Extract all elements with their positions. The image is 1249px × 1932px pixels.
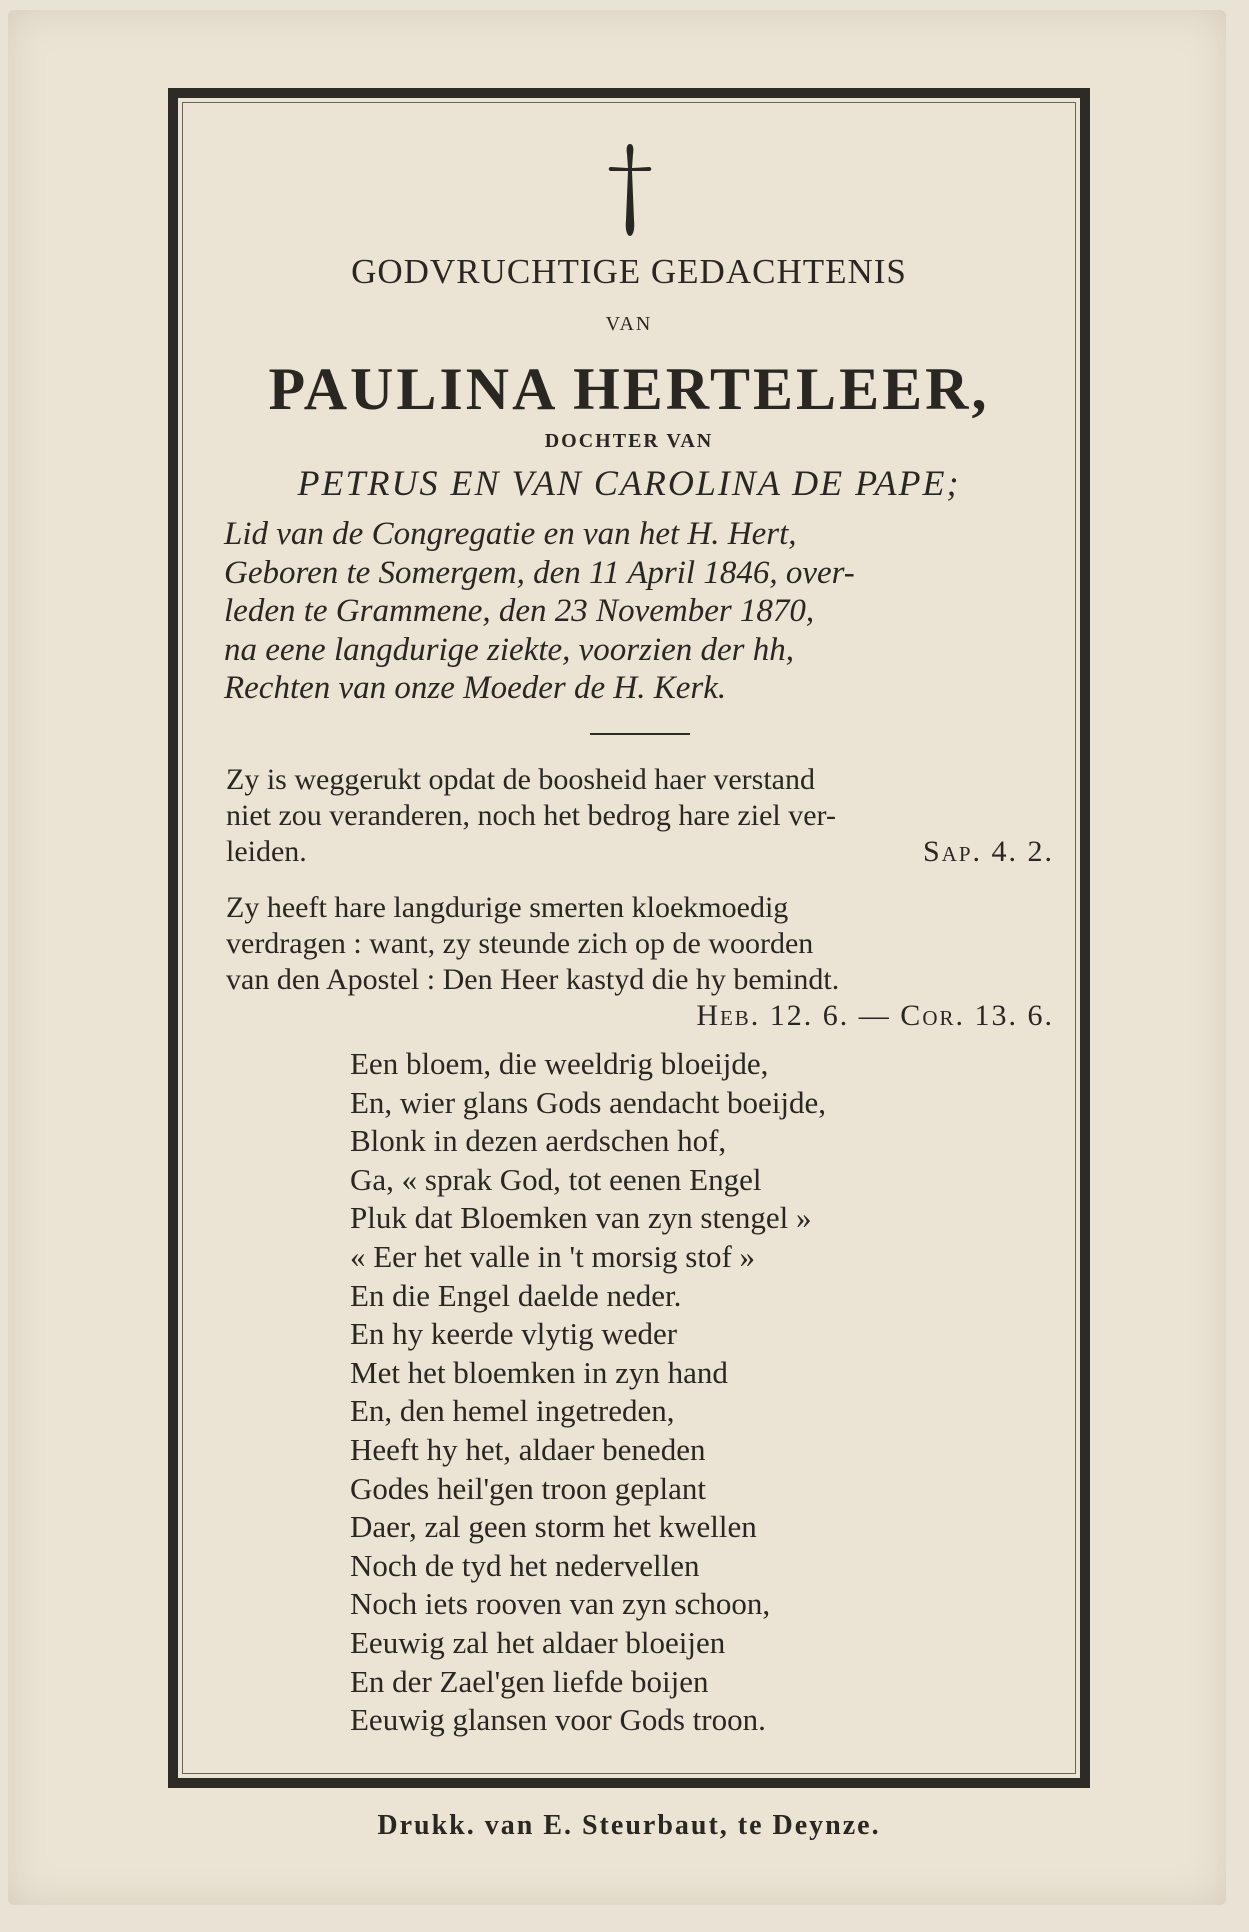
poem-line: Daer, zal geen storm het kwellen <box>350 1509 757 1545</box>
scripture-line: Zy is weggerukt opdat de boosheid haer verstand <box>226 763 815 796</box>
parents-names: PETRUS EN VAN CAROLINA DE PAPE; <box>297 463 961 503</box>
poem-line: Ga, « sprak God, tot eenen Engel <box>350 1161 762 1197</box>
poem-line: « Eer het valle in 't morsig stof » <box>350 1238 756 1274</box>
poem-line: Noch iets rooven van zyn schoon, <box>350 1586 771 1622</box>
van-label: VAN <box>605 313 653 335</box>
cross-icon <box>605 140 655 240</box>
poem-line: Noch de tyd het nedervellen <box>350 1547 700 1583</box>
scripture-line: verdragen : want, zy steunde zich op de woorden <box>226 927 814 960</box>
deceased-name: PAULINA HERTELEER, <box>268 356 990 422</box>
poem-line: En der Zael'gen liefde boijen <box>350 1663 709 1699</box>
poem-line: En, den hemel ingetreden, <box>350 1393 675 1429</box>
poem-line: En die Engel daelde neder. <box>350 1277 682 1313</box>
bio-line: Rechten van onze Moeder de H. Kerk. <box>224 670 727 706</box>
scripture-line: niet zou veranderen, noch het bedrog hare ziel ver- <box>226 799 836 832</box>
bio-line: na eene langdurige ziekte, voorzien der hh, <box>224 631 795 668</box>
dochter-van-label: DOCHTER VAN <box>544 430 714 452</box>
poem-line: En, wier glans Gods aendacht boeijde, <box>350 1084 827 1120</box>
poem-line: Eeuwig zal het aldaer bloeijen <box>350 1624 726 1660</box>
printer-credit: Drukk. van E. Steurbaut, te Deynze. <box>377 1810 881 1841</box>
scripture-line <box>226 834 1054 870</box>
scripture-reference: Sap. 4. 2. <box>922 835 1054 868</box>
card-title: GODVRUCHTIGE GEDACHTENIS <box>351 252 907 291</box>
poem-line: Pluk dat Bloemken van zyn stengel » <box>350 1200 812 1236</box>
scripture-line: van den Apostel : Den Heer kastyd die hy bemindt. <box>226 963 840 996</box>
poem-line: Godes heil'gen troon geplant <box>350 1470 706 1506</box>
poem-line: Met het bloemken in zyn hand <box>350 1354 728 1390</box>
bio-line: Geboren te Somergem, den 11 April 1846, over- <box>224 554 855 591</box>
scripture-quote-1 <box>226 762 1054 870</box>
scripture-line-text: leiden. <box>226 835 307 868</box>
poem-line: En hy keerde vlytig weder <box>350 1316 678 1352</box>
poem <box>350 1045 826 1740</box>
bio-line: leden te Grammene, den 23 November 1870, <box>224 593 815 629</box>
biography <box>224 515 1054 708</box>
scripture-line: Zy heeft hare langdurige smerten kloekmoedig <box>226 891 789 924</box>
poem-line: Heeft hy het, aldaer beneden <box>350 1431 706 1467</box>
poem-line: Een bloem, die weeldrig bloeijde, <box>350 1046 769 1081</box>
poem-line: Eeuwig glansen voor Gods troon. <box>350 1702 766 1738</box>
scripture-reference: Heb. 12. 6. — Cor. 13. 6. <box>696 999 1054 1032</box>
divider-rule <box>590 733 690 735</box>
scripture-quote-2 <box>226 890 1054 1034</box>
bio-line: Lid van de Congregatie en van het H. Hert, <box>224 516 797 552</box>
poem-line: Blonk in dezen aerdschen hof, <box>350 1123 727 1159</box>
